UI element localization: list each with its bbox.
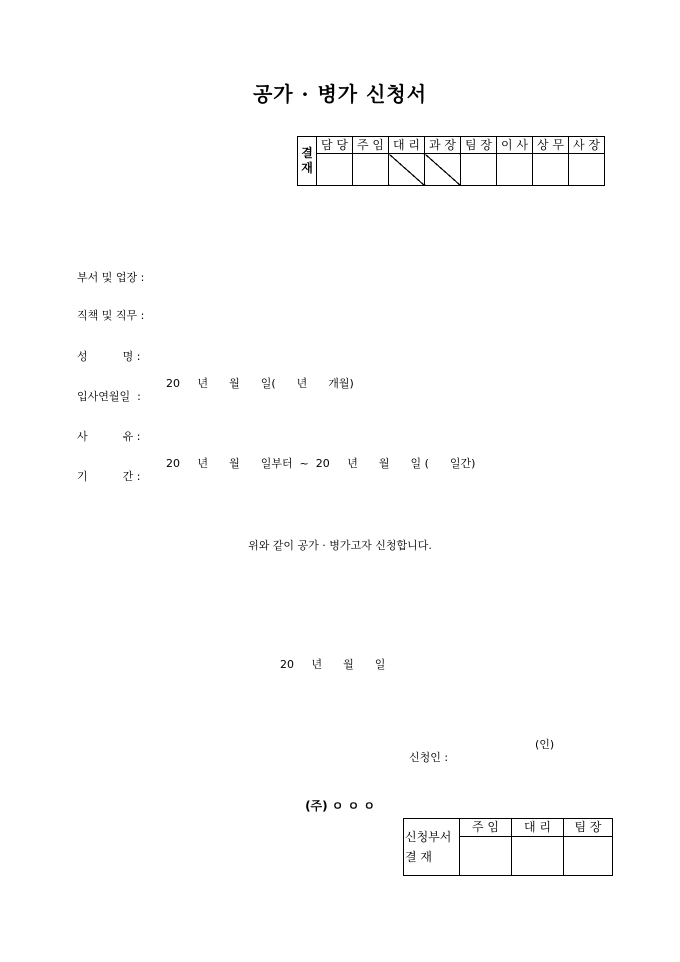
approval-signature-cell[interactable] — [569, 154, 605, 186]
approval-signature-cell[interactable] — [353, 154, 389, 186]
approval-signature-cell[interactable] — [497, 154, 533, 186]
document-title: 공가 · 병가 신청서 — [252, 82, 428, 106]
field-reason — [70, 415, 140, 457]
approval-header: 사 장 — [569, 137, 605, 154]
approval-signature-cell[interactable] — [533, 154, 569, 186]
application-date[interactable]: 20 년 월 일 — [280, 658, 386, 671]
approval-signature-cell[interactable] — [317, 154, 353, 186]
field-position — [70, 294, 144, 336]
dept-approval-signature-cell[interactable] — [564, 837, 613, 876]
approval-slashed-cell — [389, 154, 425, 186]
seal-mark[interactable]: (인) — [535, 738, 555, 751]
approval-table — [297, 136, 605, 186]
applicant-label: 신청인 : — [409, 751, 449, 764]
approval-header: 이 사 — [497, 137, 533, 154]
dept-approval-header: 대 리 — [512, 819, 564, 837]
approval-slashed-cell — [425, 154, 461, 186]
company-name: (주) ㅇ ㅇ ㅇ — [305, 799, 375, 813]
field-department — [70, 256, 144, 298]
dept-approval-signature-cell[interactable] — [460, 837, 512, 876]
field-period — [70, 455, 476, 497]
dept-approval-label: 신청부서 결 재 — [404, 819, 460, 876]
approval-header: 과 장 — [425, 137, 461, 154]
applicant-line — [402, 736, 555, 778]
field-label: 직책 및 직무 : — [77, 309, 145, 322]
approval-signature-cell[interactable] — [461, 154, 497, 186]
approval-header: 주 임 — [353, 137, 389, 154]
dept-approval-header: 주 임 — [460, 819, 512, 837]
field-label: 성 명 : — [77, 350, 141, 363]
approval-header: 담 당 — [317, 137, 353, 154]
approval-header: 대 리 — [389, 137, 425, 154]
approval-header: 팀 장 — [461, 137, 497, 154]
field-label: 사 유 : — [77, 430, 141, 443]
field-label: 부서 및 업장 : — [77, 271, 145, 284]
approval-header: 상 무 — [533, 137, 569, 154]
field-label: 입사연월일 : — [77, 390, 141, 403]
dept-approval-table — [403, 818, 613, 876]
field-value[interactable]: 20 년 월 일( 년 개월) — [166, 377, 354, 390]
statement-text: 위와 같이 공가 · 병가고자 신청합니다. — [248, 539, 432, 552]
field-value[interactable]: 20 년 월 일부터 ~ 20 년 월 일 ( 일간) — [166, 457, 476, 470]
field-label: 기 간 : — [77, 470, 141, 483]
field-hire-date — [70, 375, 354, 417]
approval-side-label: 결 재 — [298, 137, 317, 186]
field-name — [70, 335, 140, 377]
dept-approval-header: 팀 장 — [564, 819, 613, 837]
dept-approval-signature-cell[interactable] — [512, 837, 564, 876]
